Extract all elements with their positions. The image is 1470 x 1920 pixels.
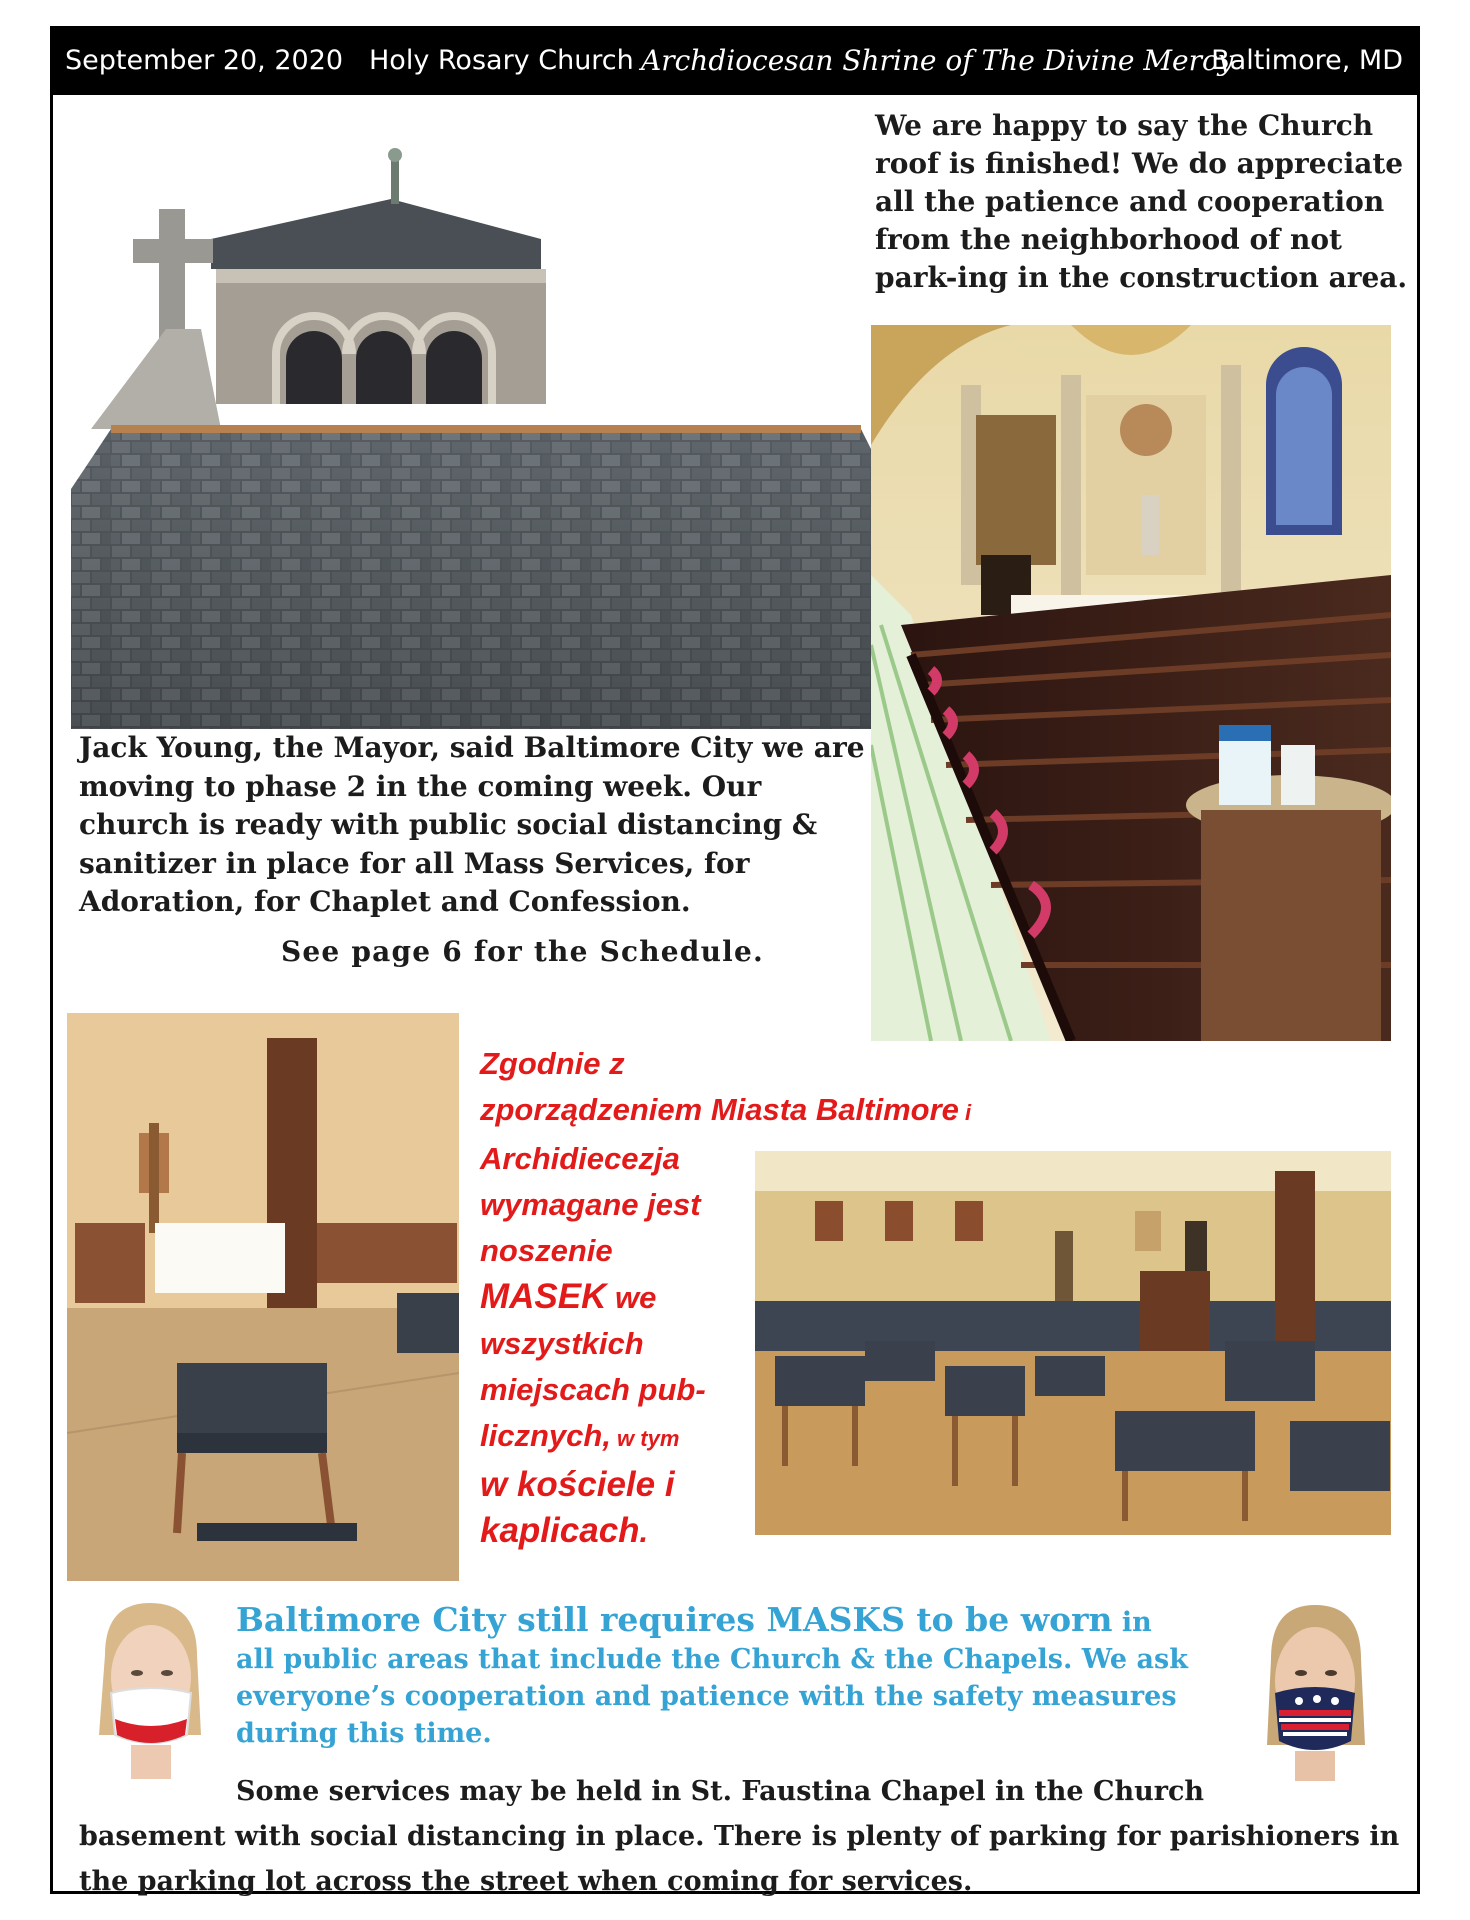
masks-required-lead: Baltimore City still requires MASKS to be worn [236,1600,1113,1639]
polish-line-1: Zgodnie z [480,1046,625,1081]
church-interior-photo [871,325,1391,1041]
polish-line-4: noszenie [480,1233,613,1268]
church-location: Baltimore, MD [1211,45,1403,76]
phase-two-notice: Jack Young, the Mayor, said Baltimore City we are moving to phase 2 in the coming week. Our church is ready with public social distancing & sanitizer in place for all Mass Services, for Adoration, for Chaplet and Confession. [79,731,865,918]
polish-line-5-end: we [606,1280,657,1315]
shrine-name: Archdiocesan Shrine of The Divine Mercy [641,44,1234,77]
woman-white-mask-photo [75,1595,219,1779]
bulletin-page [50,26,1420,1897]
faustina-chapel-line-1: Some services may be held in St. Faustina Chapel in the Church [236,1776,1205,1807]
polish-line-8-small: w tym [610,1426,680,1451]
polish-line-10: kaplicach [480,1511,640,1550]
polish-line-10-end: . [639,1514,649,1549]
polish-line-2-end: Archidiecezja [480,1141,680,1176]
masks-required-notice [236,1601,1196,1752]
faustina-chapel-notice [79,1769,1419,1904]
polish-line-3: wymagane jest [480,1187,701,1222]
polish-line-2: zporządzeniem Miasta Baltimore [480,1092,959,1127]
roof-finished-notice: We are happy to say the Church roof is finished! We do appreciate all the patience and cooperation from the neighborhood of not park-ing in the construction area. [875,109,1408,294]
chapel-altar-photo [67,1013,459,1581]
polish-line-8: licznych, [480,1418,611,1453]
church-name: Holy Rosary Church [369,45,634,76]
polish-line-5-big: MASEK [480,1277,607,1316]
bulletin-header [53,29,1417,95]
polish-line-2-small: i [958,1100,972,1125]
woman-flag-mask-photo [1243,1595,1383,1781]
chapel-seating-photo [755,1151,1391,1535]
bulletin-date: September 20, 2020 [65,45,344,76]
schedule-reference: See page 6 for the Schedule. [281,935,764,968]
polish-line-6: wszystkich [480,1326,644,1361]
masks-required-rest: in all public areas that include the Church & the Chapels. We ask everyone’s cooperation and patience with the safety measures during this time. [236,1607,1188,1749]
polish-line-7: miejscach pub- [480,1372,706,1407]
church-roof-photo [71,129,871,729]
polish-line-9: w kościele i [480,1465,675,1504]
faustina-chapel-rest: basement with social distancing in place. There is plenty of parking for parishioners in the parking lot across the street when coming for services. [79,1821,1400,1897]
